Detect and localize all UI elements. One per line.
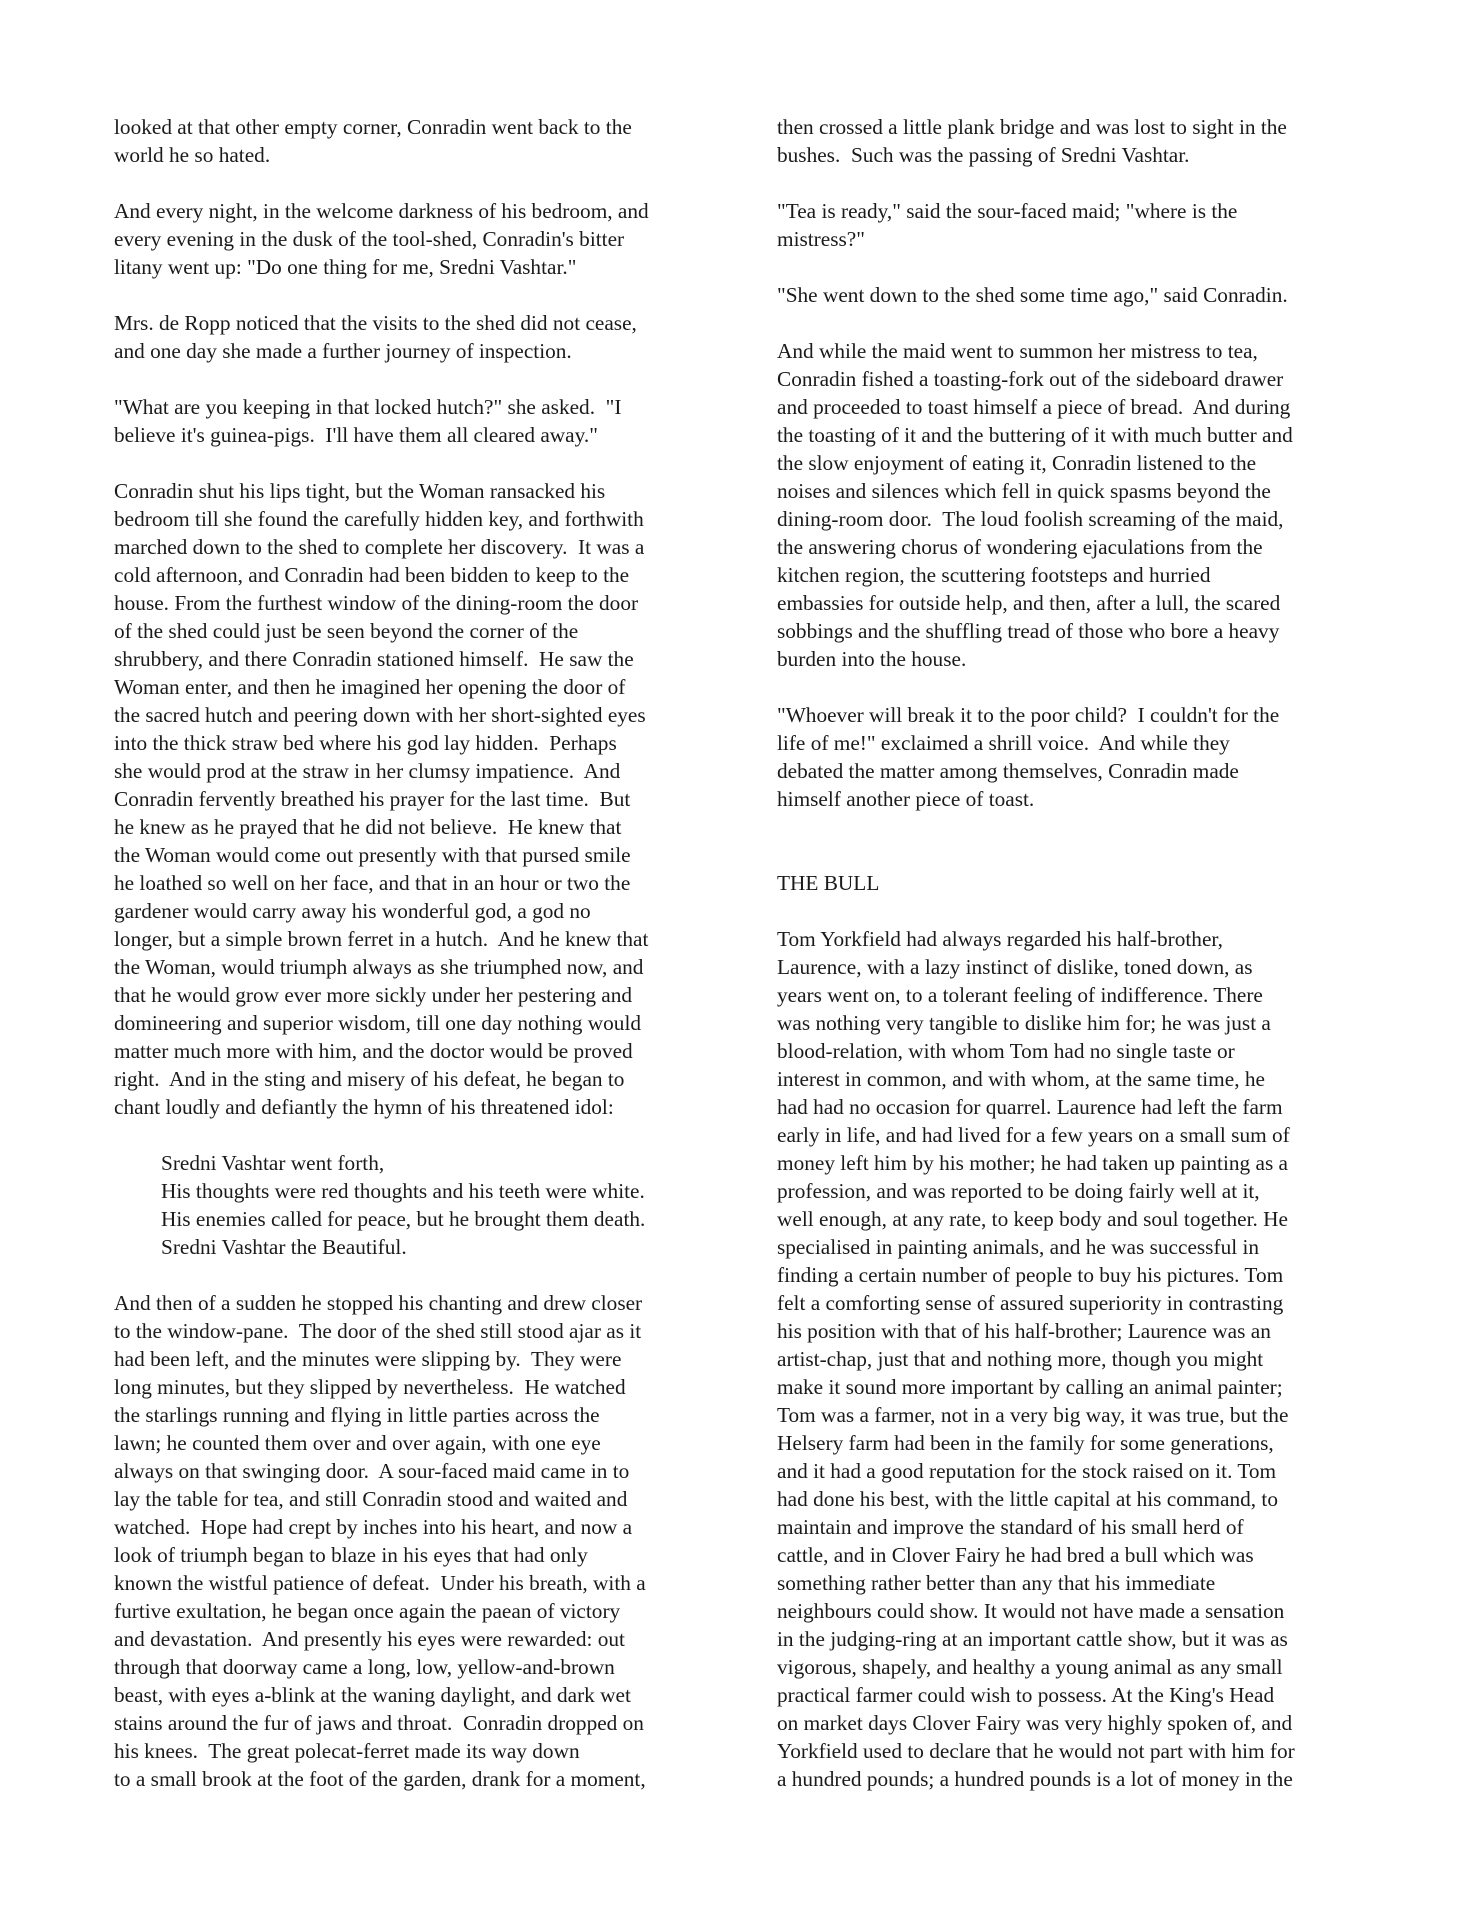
text-line: artist-chap, just that and nothing more, though you might [777,1347,1264,1371]
text-line: believe it's guinea-pigs. I'll have them all cleared away." [114,423,598,447]
paragraph [114,1289,734,1793]
right-column [777,113,1397,1793]
text-line: had had no occasion for quarrel. Laurence had left the farm [777,1095,1283,1119]
text-line: the starlings running and flying in little parties across the [114,1403,600,1427]
text-line: "Whoever will break it to the poor child? I couldn't for the [777,703,1280,727]
text-line: burden into the house. [777,647,967,671]
text-line: the sacred hutch and peering down with her short-sighted eyes [114,703,646,727]
verse-block [114,1149,734,1261]
text-line: debated the matter among themselves, Conradin made [777,759,1239,783]
text-line: Sredni Vashtar the Beautiful. [161,1235,407,1259]
text-line: money left him by his mother; he had taken up painting as a [777,1151,1289,1175]
text-line: the answering chorus of wondering ejaculations from the [777,535,1263,559]
paragraph [114,197,734,281]
text-line: life of me!" exclaimed a shrill voice. And while they [777,731,1230,755]
text-line: in the judging-ring at an important cattle show, but it was as [777,1627,1288,1651]
text-line: longer, but a simple brown ferret in a hutch. And he knew that [114,927,649,951]
text-line: Tom was a farmer, not in a very big way, it was true, but the [777,1403,1289,1427]
text-line: sobbings and the shuffling tread of those who bore a heavy [777,619,1280,643]
text-line: noises and silences which fell in quick spasms beyond the [777,479,1271,503]
text-line: his knees. The great polecat-ferret made its way down [114,1739,580,1763]
paragraph [114,309,734,365]
text-line: house. From the furthest window of the dining-room the door [114,591,639,615]
text-line: neighbours could show. It would not have made a sensation [777,1599,1285,1623]
text-line: right. And in the sting and misery of his defeat, he began to [114,1067,625,1091]
text-line: his position with that of his half-brother; Laurence was an [777,1319,1271,1343]
text-line: vigorous, shapely, and healthy a young animal as any small [777,1655,1283,1679]
text-line: to the window-pane. The door of the shed still stood ajar as it [114,1319,642,1343]
text-line: himself another piece of toast. [777,787,1035,811]
text-line: specialised in painting animals, and he was successful in [777,1235,1260,1259]
text-line: Woman enter, and then he imagined her opening the door of [114,675,626,699]
text-line: kitchen region, the scuttering footsteps and hurried [777,563,1211,587]
text-line: he loathed so well on her face, and that in an hour or two the [114,871,631,895]
text-line: finding a certain number of people to buy his pictures. Tom [777,1263,1284,1287]
paragraph [114,393,734,449]
text-line: looked at that other empty corner, Conradin went back to the [114,115,632,139]
text-line: furtive exultation, he began once again the paean of victory [114,1599,621,1623]
text-line: the Woman, would triumph always as she triumphed now, and [114,955,644,979]
text-line: cold afternoon, and Conradin had been bidden to keep to the [114,563,630,587]
text-line: And then of a sudden he stopped his chanting and drew closer [114,1291,643,1315]
text-line: mistress?" [777,227,865,251]
text-line: embassies for outside help, and then, after a lull, the scared [777,591,1281,615]
text-line: shrubbery, and there Conradin stationed himself. He saw the [114,647,634,671]
text-line: the toasting of it and the buttering of it with much butter and [777,423,1293,447]
text-line: every evening in the dusk of the tool-shed, Conradin's bitter [114,227,625,251]
text-line: was nothing very tangible to dislike him for; he was just a [777,1011,1271,1035]
text-line: His thoughts were red thoughts and his teeth were white. [161,1179,645,1203]
text-line: litany went up: "Do one thing for me, Sredni Vashtar." [114,255,577,279]
text-line: Conradin shut his lips tight, but the Woman ransacked his [114,479,606,503]
paragraph [114,477,734,1121]
text-line: interest in common, and with whom, at the same time, he [777,1067,1265,1091]
text-line: "Tea is ready," said the sour-faced maid; "where is the [777,199,1238,223]
text-line: and proceeded to toast himself a piece of bread. And during [777,395,1291,419]
text-line: and devastation. And presently his eyes were rewarded: out [114,1627,625,1651]
text-line: the slow enjoyment of eating it, Conradin listened to the [777,451,1257,475]
text-line: into the thick straw bed where his god lay hidden. Perhaps [114,731,617,755]
text-line: blood-relation, with whom Tom had no single taste or [777,1039,1235,1063]
text-line: Laurence, with a lazy instinct of dislike, toned down, as [777,955,1253,979]
text-line: known the wistful patience of defeat. Under his breath, with a [114,1571,646,1595]
text-line: dining-room door. The loud foolish screaming of the maid, [777,507,1284,531]
text-line: profession, and was reported to be doing fairly well at it, [777,1179,1260,1203]
text-line: Helsery farm had been in the family for some generations, [777,1431,1274,1455]
text-line: "What are you keeping in that locked hutch?" she asked. "I [114,395,622,419]
text-line: he knew as he prayed that he did not believe. He knew that [114,815,622,839]
text-line: well enough, at any rate, to keep body and soul together. He [777,1207,1288,1231]
paragraph [777,113,1397,169]
story-heading: THE BULL [777,871,880,895]
text-line: marched down to the shed to complete her discovery. It was a [114,535,645,559]
paragraph [777,197,1397,253]
text-line: maintain and improve the standard of his small herd of [777,1515,1244,1539]
text-line: felt a comforting sense of assured superiority in contrasting [777,1291,1284,1315]
text-line: cattle, and in Clover Fairy he had bred a bull which was [777,1543,1254,1567]
text-line: something rather better than any that his immediate [777,1571,1216,1595]
text-line: that he would grow ever more sickly under her pestering and [114,983,633,1007]
text-line: and one day she made a further journey of inspection. [114,339,572,363]
text-line: had done his best, with the little capital at his command, to [777,1487,1278,1511]
text-line: practical farmer could wish to possess. At the King's Head [777,1683,1275,1707]
text-line: and it had a good reputation for the stock raised on it. Tom [777,1459,1277,1483]
left-column [114,113,734,1793]
text-line: domineering and superior wisdom, till one day nothing would [114,1011,642,1035]
text-line: had been left, and the minutes were slipping by. They were [114,1347,622,1371]
paragraph [777,925,1397,1793]
text-line: long minutes, but they slipped by nevertheless. He watched [114,1375,626,1399]
text-line: through that doorway came a long, low, yellow-and-brown [114,1655,615,1679]
text-line: And every night, in the welcome darkness of his bedroom, and [114,199,649,223]
text-line: the Woman would come out presently with that pursed smile [114,843,631,867]
text-line: Yorkfield used to declare that he would not part with him for [777,1739,1295,1763]
text-line: Tom Yorkfield had always regarded his half-brother, [777,927,1223,951]
paragraph [114,113,734,169]
text-line: of the shed could just be seen beyond the corner of the [114,619,579,643]
text-line: on market days Clover Fairy was very highly spoken of, and [777,1711,1293,1735]
text-line: And while the maid went to summon her mistress to tea, [777,339,1258,363]
text-line: look of triumph began to blaze in his eyes that had only [114,1543,588,1567]
text-line: beast, with eyes a-blink at the waning daylight, and dark wet [114,1683,631,1707]
text-line: early in life, and had lived for a few years on a small sum of [777,1123,1290,1147]
text-line: to a small brook at the foot of the garden, drank for a moment, [114,1767,646,1791]
text-line: Conradin fished a toasting-fork out of the sideboard drawer [777,367,1284,391]
text-line: a hundred pounds; a hundred pounds is a lot of money in the [777,1767,1293,1791]
paragraph [777,337,1397,673]
text-line: bushes. Such was the passing of Sredni Vashtar. [777,143,1190,167]
text-line: matter much more with him, and the doctor would be proved [114,1039,633,1063]
text-line: years went on, to a tolerant feeling of indifference. There [777,983,1263,1007]
text-line: chant loudly and defiantly the hymn of his threatened idol: [114,1095,614,1119]
text-line: she would prod at the straw in her clumsy impatience. And [114,759,621,783]
text-line: always on that swinging door. A sour-faced maid came in to [114,1459,630,1483]
paragraph [777,281,1397,309]
text-line: "She went down to the shed some time ago," said Conradin. [777,283,1288,307]
text-line: lawn; he counted them over and over again, with one eye [114,1431,601,1455]
text-line: stains around the fur of jaws and throat. Conradin dropped on [114,1711,644,1735]
text-line: Mrs. de Ropp noticed that the visits to the shed did not cease, [114,311,637,335]
text-line: bedroom till she found the carefully hidden key, and forthwith [114,507,644,531]
text-line: make it sound more important by calling an animal painter; [777,1375,1283,1399]
text-line: Conradin fervently breathed his prayer for the last time. But [114,787,631,811]
text-line: His enemies called for peace, but he brought them death. [161,1207,646,1231]
text-line: then crossed a little plank bridge and was lost to sight in the [777,115,1287,139]
text-line: lay the table for tea, and still Conradin stood and waited and [114,1487,628,1511]
text-line: watched. Hope had crept by inches into his heart, and now a [114,1515,633,1539]
text-line: Sredni Vashtar went forth, [161,1151,385,1175]
text-line: gardener would carry away his wonderful god, a god no [114,899,591,923]
text-line: world he so hated. [114,143,271,167]
paragraph [777,701,1397,813]
